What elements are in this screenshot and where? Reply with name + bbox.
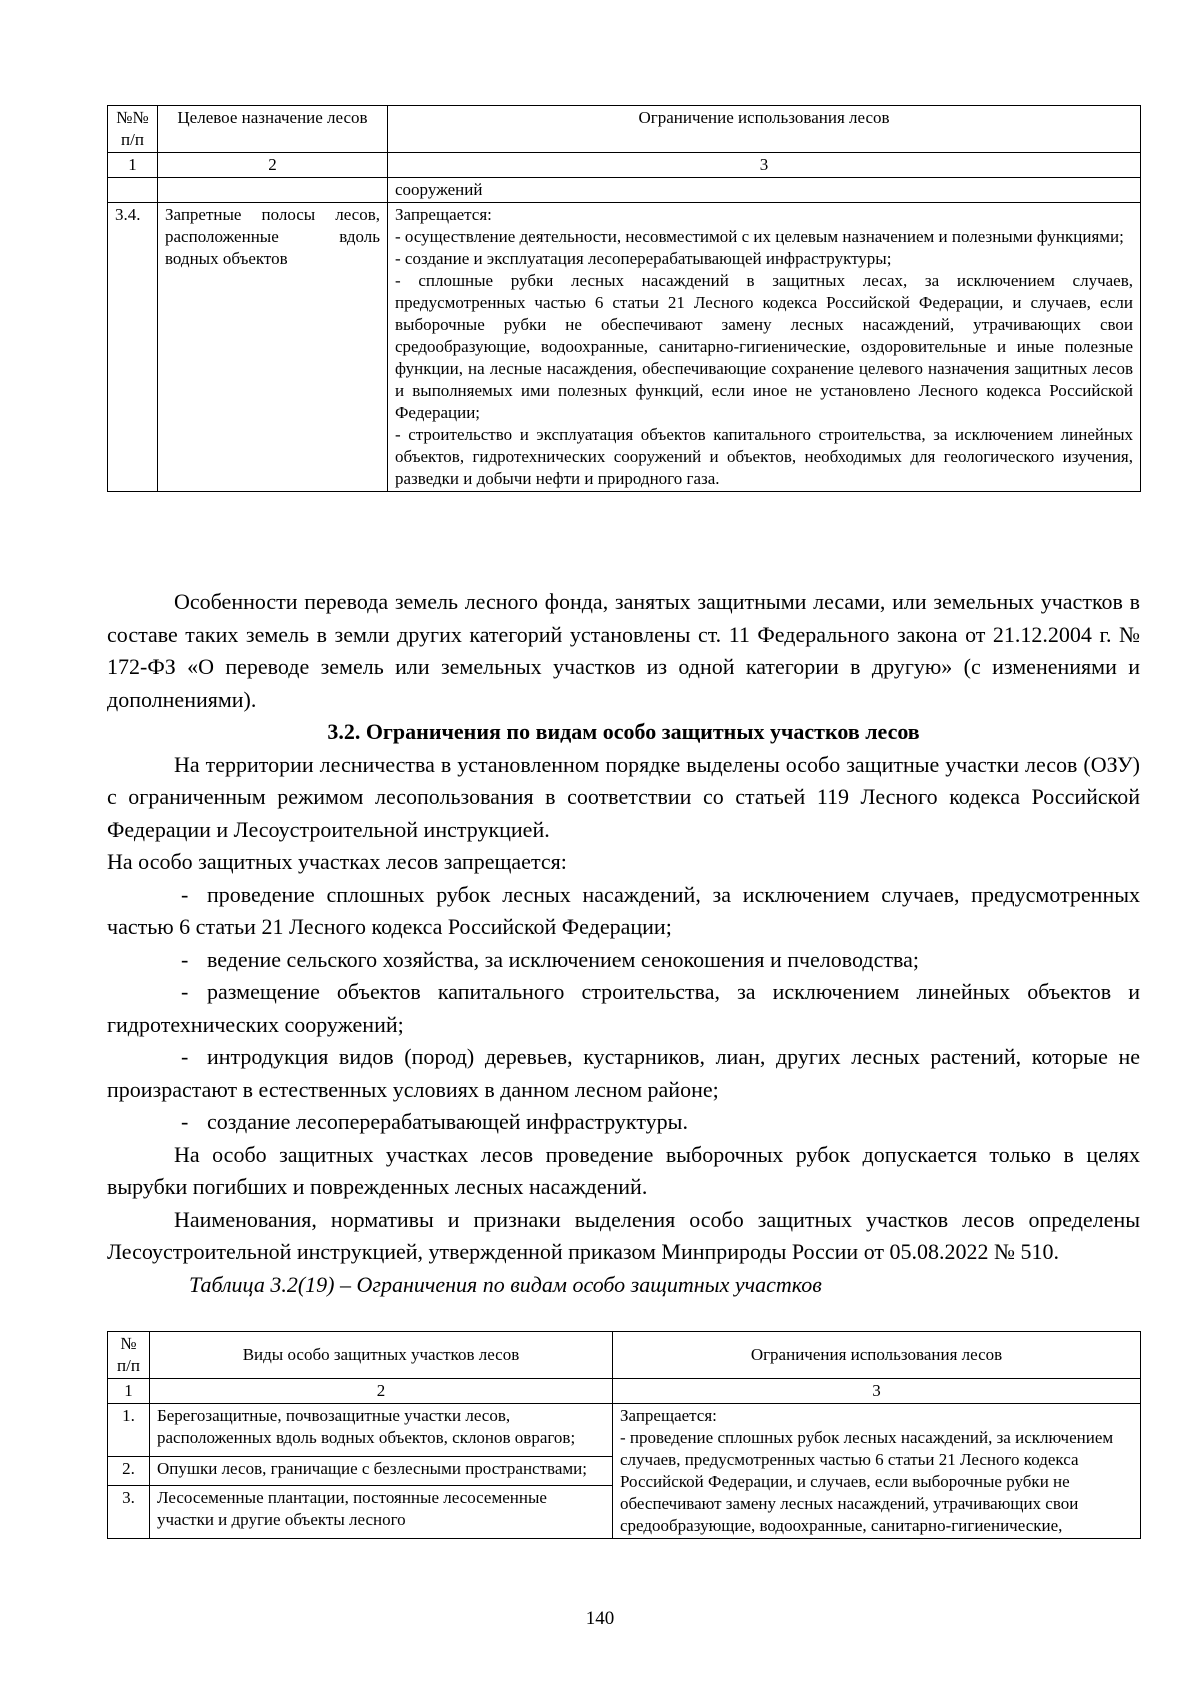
paragraph: На территории лесничества в установленном порядке выделены особо защитные участки лесов (ОЗУ) с ограниченным режимом лесопользования в соответствии со статьей 119 Лесного кодекса Российской Федерации и Лесоустроительной инструкцией. [107,751,1140,842]
table-header-row [108,106,1141,153]
list-item [107,879,1140,944]
list-item-text: интродукция видов (пород) деревьев, кустарников, лиан, других лесных растений, которые не произрастают в естественных условиях в данном лесном районе; [107,1044,1140,1102]
table-row [108,178,1141,203]
column-number-row [108,1379,1141,1404]
empty-cell [158,178,388,203]
list-item-text: создание лесоперерабатывающей инфраструктуры. [207,1109,688,1134]
section-heading: 3.2. Ограничения по видам особо защитных участков лесов [327,719,920,744]
table-header-row [108,1332,1141,1379]
list-item [107,944,1140,977]
row-number: 3. [108,1485,150,1538]
restriction-line: Запрещается: [620,1406,717,1425]
restriction-text [388,203,1141,492]
list-item-text: ведение сельского хозяйства, за исключением сенокошения и пчеловодства; [207,946,919,972]
row-number: 3.4. [108,203,158,492]
row-number: 1. [108,1404,150,1457]
list-item [107,1106,1140,1139]
area-kind: Лесосеменные плантации, постоянные лесосеменные участки и другие объекты лесного [150,1485,613,1538]
column-number-row [108,153,1141,178]
header-cell: № п/п [108,1332,150,1379]
header-cell: Ограничения использования лесов [613,1332,1141,1379]
continued-text: сооружений [388,178,1141,203]
table-row [108,203,1141,492]
restriction-line: - осуществление деятельности, несовместимой с их целевым назначением и полезными функциями; [395,227,1124,246]
column-number: 1 [108,1379,150,1404]
restriction-line: - проведение сплошных рубок лесных насаждений, за исключением случаев, предусмотренных частью 6 статьи 21 Лесного кодекса Российской Федерации, и случаев, если выборочные рубки не обеспечивают замену лесных насаждений, утрачивающих свои средообразующие, водоохранные, санитарно-гигиенические, [620,1428,1114,1535]
paragraph: На особо защитных участках лесов проведение выборочных рубок допускается только в целях вырубки погибших и поврежденных лесных насаждений. [107,1141,1140,1199]
list-item [107,1041,1140,1106]
restriction-line: - строительство и эксплуатация объектов капитального строительства, за исключением линейных объектов, гидротехнических сооружений и объектов, необходимых для геологического изучения, разведки и добычи нефти и природного газа. [395,425,1133,488]
column-number: 1 [108,153,158,178]
column-number: 3 [388,153,1141,178]
restriction-line: Запрещается: [395,205,492,224]
body-text [107,586,1140,1301]
protected-areas-table [107,1331,1141,1539]
list-marker: - [181,1044,189,1069]
list-item [107,976,1140,1041]
area-kind: Опушки лесов, граничащие с безлесными пространствами; [150,1457,613,1485]
header-cell: Виды особо защитных участков лесов [150,1332,613,1379]
empty-cell [108,178,158,203]
list-marker: - [181,881,189,907]
restriction-line: - сплошные рубки лесных насаждений в защитных лесах, за исключением случаев, предусмотренных частью 6 статьи 21 Лесного кодекса Российской Федерации, и случаев, если выборочные рубки не обеспечивают замену лесных насаждений, утрачивающих свои средообразующие, водоохранные, санитарно-гигиенические, оздоровительные и иные полезные функции, на лесные насаждения, обеспечивающие сохранение целевого назначения защитных лесов и выполняемых ими полезных функций, если иное не установлено Лесного кодекса Российской Федерации; [395,271,1133,422]
forest-purpose: Запретные полосы лесов, расположенные вдоль водных объектов [158,203,388,492]
paragraph: Наименования, нормативы и признаки выделения особо защитных участков лесов определены Лесоустроительной инструкцией, утвержденной приказом Минприроды России от 05.08.2022 № 510. [107,1206,1140,1264]
column-number: 2 [150,1379,613,1404]
header-cell: Ограничение использования лесов [388,106,1141,153]
row-number: 2. [108,1457,150,1485]
table-caption: Таблица 3.2(19) – Ограничения по видам особо защитных участков [189,1271,822,1297]
list-item-text: размещение объектов капитального строительства, за исключением линейных объектов и гидротехнических сооружений; [107,979,1140,1037]
header-cell: Целевое назначение лесов [158,106,388,153]
restriction-line: - создание и эксплуатация лесоперерабатывающей инфраструктуры; [395,249,892,268]
list-marker: - [181,1109,189,1134]
area-kind: Берегозащитные, почвозащитные участки лесов, расположенных вдоль водных объектов, склонов оврагов; [150,1404,613,1457]
restriction-text [613,1404,1141,1539]
list-marker: - [181,979,189,1004]
paragraph: На особо защитных участках лесов запрещается: [107,849,567,874]
paragraph: Особенности перевода земель лесного фонда, занятых защитными лесами, или земельных участков в составе таких земель в земли других категорий установлены ст. 11 Федерального закона от 21.12.2004 г. № 172-ФЗ «О переводе земель или земельных участков из одной категории в другую» (с изменениями и дополнениями). [107,589,1140,712]
header-cell: №№ п/п [108,106,158,153]
forest-purpose-table [107,105,1141,492]
table-row [108,1404,1141,1457]
column-number: 2 [158,153,388,178]
list-marker: - [181,946,189,972]
page-number: 140 [585,1608,615,1629]
column-number: 3 [613,1379,1141,1404]
list-item-text: проведение сплошных рубок лесных насаждений, за исключением случаев, предусмотренных частью 6 статьи 21 Лесного кодекса Российской Федерации; [107,881,1140,939]
